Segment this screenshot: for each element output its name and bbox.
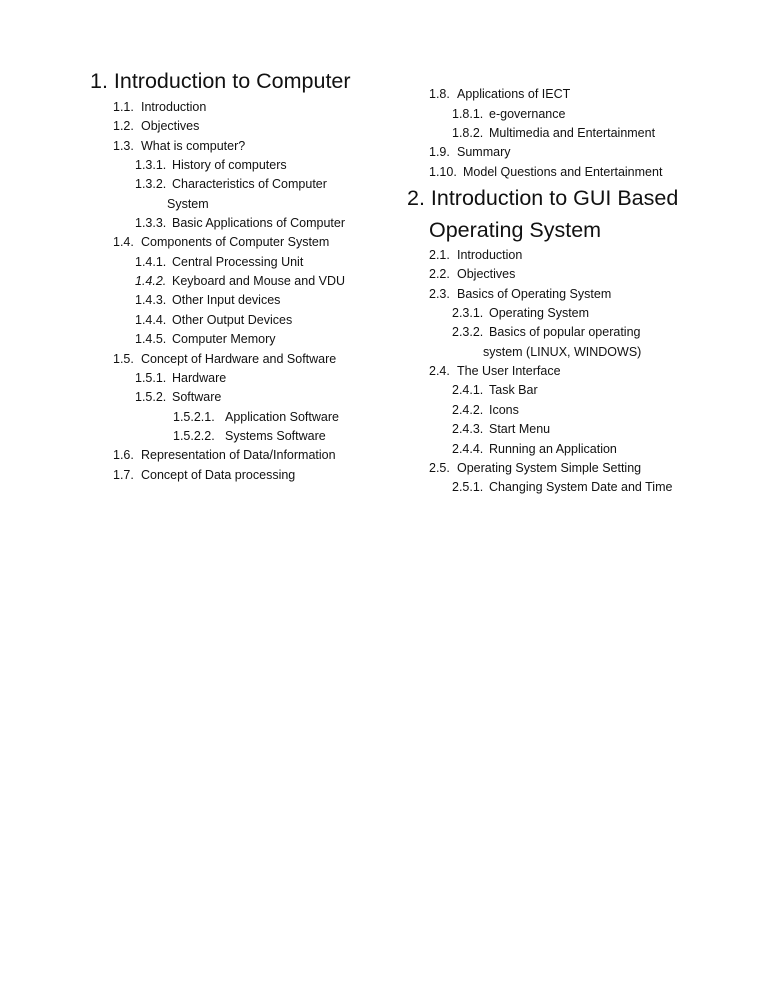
toc-entry: 2.1. Introduction xyxy=(429,248,523,262)
toc-entry: 2.4.4. Running an Application xyxy=(452,442,617,456)
toc-entry: 1.8. Applications of IECT xyxy=(429,87,571,101)
toc-entry: 2.4. The User Interface xyxy=(429,364,561,378)
section-2-heading-continuation: Operating System xyxy=(429,218,602,242)
toc-entry: 1.5.1. Hardware xyxy=(135,371,227,385)
toc-entry: 1.3.2. Characteristics of Computer xyxy=(135,177,327,191)
toc-entry: 1.5.2. Software xyxy=(135,390,222,404)
toc-entry: 1.3.3. Basic Applications of Computer xyxy=(135,216,346,230)
toc-entry: 1.4.4. Other Output Devices xyxy=(135,313,293,327)
toc-entry: 2.3.2. Basics of popular operating xyxy=(452,325,641,339)
toc-entry: 1.8.1. e-governance xyxy=(452,107,566,121)
toc-entry: 1.3. What is computer? xyxy=(113,139,246,153)
toc-entry: 2.3. Basics of Operating System xyxy=(429,287,612,301)
toc-entry: 2.5.1. Changing System Date and Time xyxy=(452,480,673,494)
toc-entry: 1.3.1. History of computers xyxy=(135,158,287,172)
toc-entry: 1.4.3. Other Input devices xyxy=(135,293,281,307)
toc-entry: 1.4.5. Computer Memory xyxy=(135,332,276,346)
section-2-heading: 2. Introduction to GUI Based xyxy=(407,186,679,210)
toc-entry: 2.4.3. Start Menu xyxy=(452,422,551,436)
toc-entry: 1.4. Components of Computer System xyxy=(113,235,330,249)
toc-entry: 1.1. Introduction xyxy=(113,100,207,114)
toc-entry: 1.9. Summary xyxy=(429,145,511,159)
toc-entry: 2.4.2. Icons xyxy=(452,403,519,417)
toc-entry-continuation: system (LINUX, WINDOWS) xyxy=(483,345,642,359)
toc-entry: 2.2. Objectives xyxy=(429,267,516,281)
toc-entry: 1.5.2.2. Systems Software xyxy=(173,429,326,443)
section-1-heading: 1. Introduction to Computer xyxy=(90,69,351,93)
toc-entry: 1.10. Model Questions and Entertainment xyxy=(429,165,663,179)
toc-entry: 2.4.1. Task Bar xyxy=(452,383,538,397)
toc-entry: 1.5.2.1. Application Software xyxy=(173,410,339,424)
toc-entry: 1.8.2. Multimedia and Entertainment xyxy=(452,126,656,140)
toc-entry: 1.4.2. Keyboard and Mouse and VDU xyxy=(135,274,346,288)
toc-entry-continuation: System xyxy=(167,197,209,211)
toc-entry: 1.6. Representation of Data/Information xyxy=(113,448,336,462)
toc-entry: 1.7. Concept of Data processing xyxy=(113,468,296,482)
toc-entry: 2.5. Operating System Simple Setting xyxy=(429,461,642,475)
toc-entry: 1.2. Objectives xyxy=(113,119,200,133)
toc-entry: 1.4.1. Central Processing Unit xyxy=(135,255,304,269)
toc-entry: 1.5. Concept of Hardware and Software xyxy=(113,352,337,366)
toc-entry: 2.3.1. Operating System xyxy=(452,306,590,320)
